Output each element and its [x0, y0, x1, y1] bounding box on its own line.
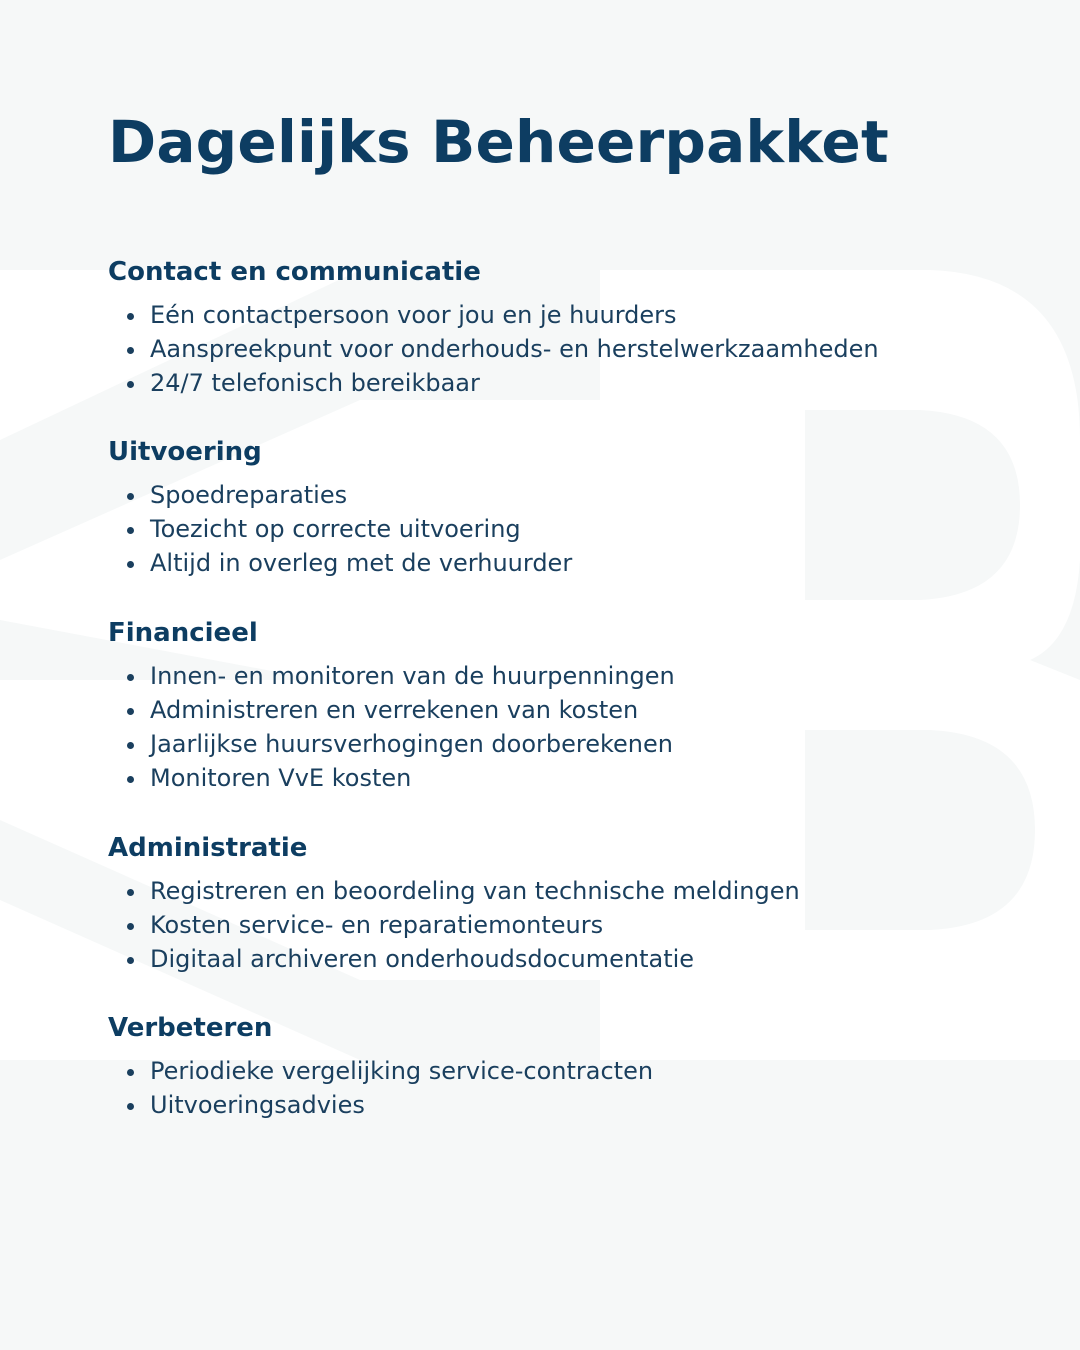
section-administratie [108, 830, 800, 976]
list-item: Periodieke vergelijking service-contracten [108, 1054, 653, 1088]
section-heading: Financieel [108, 618, 258, 648]
bullet-list [108, 298, 879, 400]
section-financieel [108, 615, 675, 795]
bullet-list [108, 1054, 653, 1122]
section-uitvoering [108, 434, 572, 580]
list-item: Altijd in overleg met de verhuurder [108, 546, 572, 580]
list-item: Spoedreparaties [108, 478, 572, 512]
list-item: Digitaal archiveren onderhoudsdocumentatie [108, 942, 800, 976]
list-item: Kosten service- en reparatiemonteurs [108, 908, 800, 942]
section-heading: Contact en communicatie [108, 257, 481, 287]
bullet-list [108, 478, 572, 580]
list-item: Innen- en monitoren van de huurpenningen [108, 659, 675, 693]
list-item: Registreren en beoordeling van technische meldingen [108, 874, 800, 908]
section-heading: Uitvoering [108, 437, 262, 467]
bullet-list [108, 874, 800, 976]
list-item: Aanspreekpunt voor onderhouds- en herstelwerkzaamheden [108, 332, 879, 366]
list-item: Toezicht op correcte uitvoering [108, 512, 572, 546]
list-item: 24/7 telefonisch bereikbaar [108, 366, 879, 400]
list-item: Eén contactpersoon voor jou en je huurders [108, 298, 879, 332]
page-title: Dagelijks Beheerpakket [108, 108, 889, 176]
list-item: Jaarlijkse huursverhogingen doorberekenen [108, 727, 675, 761]
section-contact [108, 254, 879, 400]
list-item: Administreren en verrekenen van kosten [108, 693, 675, 727]
list-item: Monitoren VvE kosten [108, 761, 675, 795]
bullet-list [108, 659, 675, 795]
list-item: Uitvoeringsadvies [108, 1088, 653, 1122]
section-heading: Verbeteren [108, 1013, 273, 1043]
section-verbeteren [108, 1010, 653, 1122]
section-heading: Administratie [108, 833, 308, 863]
